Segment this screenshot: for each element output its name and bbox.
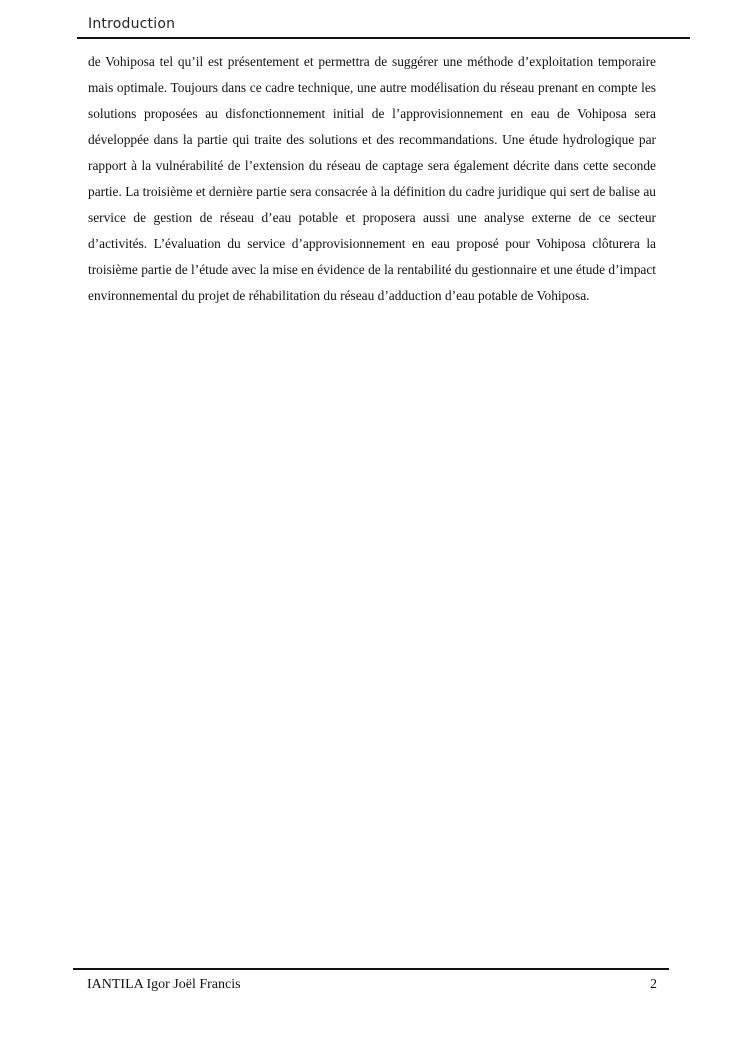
footer-author: IANTILA Igor Joël Francis	[87, 977, 241, 992]
page-number: 2	[650, 977, 657, 992]
footer-rule	[73, 968, 669, 970]
body-paragraph: de Vohiposa tel qu’il est présentement et permettra de suggérer une méthode d’exploitation temporaire mais optimale. Toujours dans ce cadre technique, une autre modélisation du réseau prenant en compte les solutions proposées au disfonctionnement initial de l’approvisionnement en eau de Vohiposa sera développée dans la partie qui traite des solutions et des recommandations. Une étude hydrologique par rapport à la vulnérabilité de l’extension du réseau de captage sera également décrite dans cette seconde partie. La troisième et dernière partie sera consacrée à la définition du cadre juridique qui sert de balise au service de gestion de réseau d’eau potable et proposera aussi une analyse externe de ce secteur d’activités. L’évaluation du service d’approvisionnement en eau proposé pour Vohiposa clôturera la troisième partie de l’étude avec la mise en évidence de la rentabilité du gestionnaire et une étude d’impact environnemental du projet de réhabilitation du réseau d’adduction d’eau potable de Vohiposa.	[88, 54, 656, 303]
running-header-title: Introduction	[88, 16, 176, 32]
header-rule	[77, 37, 690, 39]
